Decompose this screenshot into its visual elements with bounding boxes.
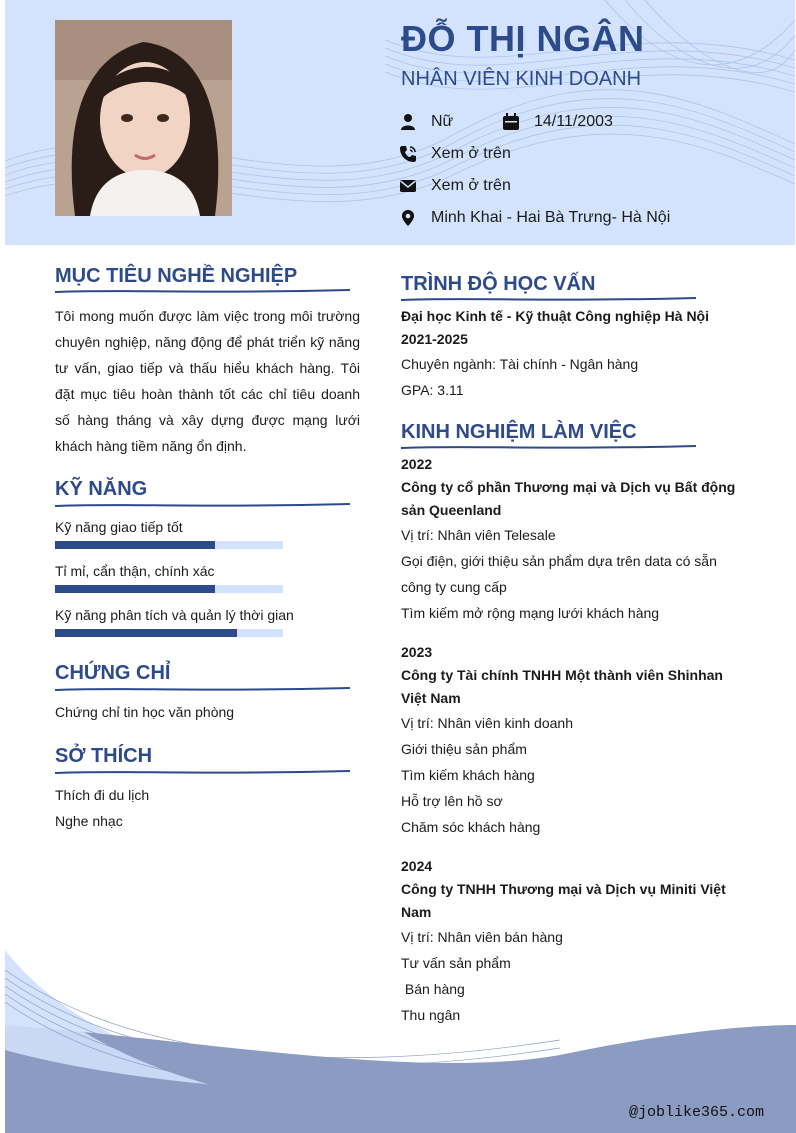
job-company: Công ty Tài chính TNHH Một thành viên Shinhan <box>401 667 723 683</box>
brand-watermark: @joblike365.com <box>628 1104 764 1121</box>
skill-fill <box>55 585 215 593</box>
job-role: Vị trí: Nhân viên Telesale <box>401 527 556 543</box>
hobbies-title: SỞ THÍCH <box>55 745 153 767</box>
job-year: 2022 <box>401 456 433 472</box>
education-years: 2021-2025 <box>401 331 468 347</box>
birthday-row <box>502 113 613 131</box>
job-company-cont: Việt Nam <box>401 690 461 706</box>
education-school: Đại học Kinh tế - Kỹ thuật Công nghiệp Hà Nội <box>401 308 709 324</box>
education-major: Chuyên ngành: Tài chính - Ngân hàng <box>401 356 639 372</box>
experience-title: KINH NGHIỆM LÀM VIỆC <box>401 421 637 443</box>
skills-title: KỸ NĂNG <box>55 478 148 500</box>
portrait-illustration <box>55 20 232 216</box>
job-duty: Tư vấn sản phẩm <box>401 955 511 971</box>
person-icon <box>399 113 417 131</box>
job-role: Vị trí: Nhân viên bán hàng <box>401 929 563 945</box>
email-value: Xem ở trên <box>431 177 511 194</box>
candidate-position: NHÂN VIÊN KINH DOANH <box>401 68 642 90</box>
gender-value: Nữ <box>431 113 454 130</box>
hobby-item: Nghe nhạc <box>55 813 123 829</box>
hobbies-underline <box>55 769 350 775</box>
objective-text: Tôi mong muốn được làm việc trong môi trường chuyên nghiệp, năng động để phát triển kỹ năng tư vấn, giao tiếp và thấu hiểu khách hàng. Tôi đặt mục tiêu hoàn thành tốt các chỉ tiêu doanh số hàng tháng và xây dựng được mạng lưới khách hàng tiềm năng ổn định. <box>55 308 360 454</box>
address-value: Minh Khai - Hai Bà Trưng- Hà Nội <box>431 209 671 226</box>
job-company: Công ty cổ phần Thương mại và Dịch vụ Bất động <box>401 479 736 495</box>
phone-value: Xem ở trên <box>431 145 511 162</box>
job-duty: Chăm sóc khách hàng <box>401 819 541 835</box>
skill-label-analysis: Kỹ năng phân tích và quản lý thời gian <box>55 607 294 623</box>
skill-label-communication: Kỹ năng giao tiếp tốt <box>55 519 183 535</box>
phone-row <box>399 145 511 163</box>
skill-bar-communication <box>55 541 283 549</box>
phone-icon <box>399 145 417 163</box>
certificate-item: Chứng chỉ tin học văn phòng <box>55 704 235 720</box>
address-row <box>399 209 670 227</box>
job-year: 2024 <box>401 858 433 874</box>
job-company-cont: sản Queenland <box>401 502 502 518</box>
candidate-name: ĐỖ THỊ NGÂN <box>401 18 645 59</box>
skill-fill <box>55 541 215 549</box>
skill-bar-carefulness <box>55 585 283 593</box>
gender-row <box>399 113 453 131</box>
profile-photo <box>55 20 232 216</box>
envelope-icon <box>399 177 417 195</box>
hobby-item: Thích đi du lịch <box>55 787 150 803</box>
objective-title: MỤC TIÊU NGHỀ NGHIỆP <box>55 265 298 287</box>
job-duty: Hỗ trợ lên hồ sơ <box>401 793 503 809</box>
skills-underline <box>55 502 350 508</box>
job-year: 2023 <box>401 644 433 660</box>
skill-bar-analysis <box>55 629 283 637</box>
job-duty: Giới thiệu sản phẩm <box>401 741 527 757</box>
job-duty: Bán hàng <box>401 981 465 997</box>
job-duty: Tìm kiếm khách hàng <box>401 767 535 783</box>
job-role: Vị trí: Nhân viên kinh doanh <box>401 715 573 731</box>
education-title: TRÌNH ĐỘ HỌC VẤN <box>401 273 596 295</box>
location-pin-icon <box>399 209 417 227</box>
job-duty: Gọi điện, giới thiệu sản phẩm dựa trên data có sẵn <box>401 553 717 569</box>
job-company-cont: Nam <box>401 904 432 920</box>
job-duty: Thu ngân <box>401 1007 461 1023</box>
certificates-title: CHỨNG CHỈ <box>55 662 171 684</box>
email-row <box>399 177 511 195</box>
experience-underline <box>401 444 696 450</box>
skill-label-carefulness: Tỉ mỉ, cẩn thận, chính xác <box>55 563 215 579</box>
job-duty: Tìm kiếm mở rộng mạng lưới khách hàng <box>401 605 660 621</box>
education-underline <box>401 296 696 302</box>
education-gpa: GPA: 3.11 <box>401 382 464 398</box>
skill-fill <box>55 629 237 637</box>
birthday-value: 14/11/2003 <box>534 113 613 130</box>
certificates-underline <box>55 686 350 692</box>
job-duty-cont: công ty cung cấp <box>401 579 507 595</box>
job-company: Công ty TNHH Thương mại và Dịch vụ Miniti Việt <box>401 881 726 897</box>
calendar-icon <box>502 113 520 131</box>
objective-underline <box>55 288 350 294</box>
footer-wave-decoration <box>0 930 796 1133</box>
